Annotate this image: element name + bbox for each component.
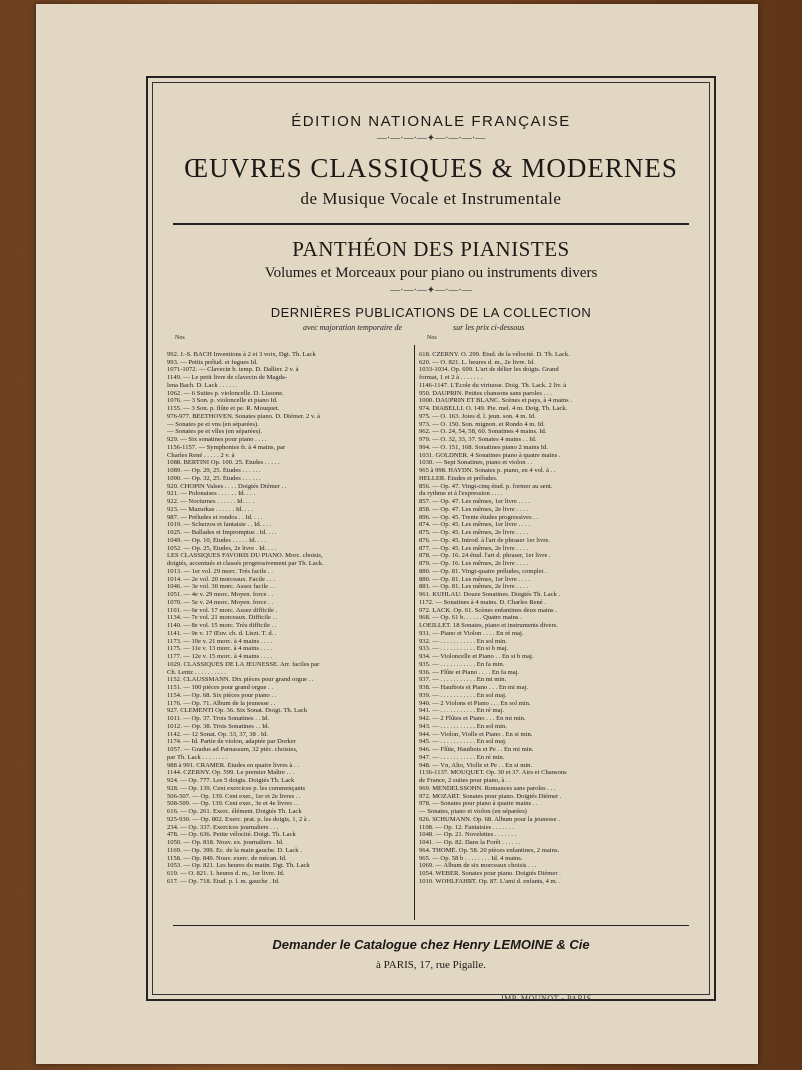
catalogue-entry: 1030. — Sept Sonatines, piano et violon . . (419, 459, 533, 467)
catalogue-entry: 857. — Op. 47. Les mêmes, 1er livre . . . . (419, 498, 531, 505)
catalogue-entry: 969. MENDELSSOHN. Romances sans paroles . . . (419, 784, 556, 792)
catalogue-entry: 1025. — Ballades et Impromptus . Id. . . . (167, 529, 277, 536)
catalogue-entry: 972. MOZART. Sonates pour piano. Doigtés Diémer . (419, 792, 562, 800)
catalogue-entry: 978. — Sonates pour piano à quatre mains . . (419, 800, 538, 808)
catalogue-entry: 1176. — Op. 71. Album de la jeunesse . . (167, 699, 276, 707)
catalogue-entry: LES CLASSIQUES FAVORIS DU PIANO. Morc. choisis, (167, 552, 323, 560)
catalogue-entry: 876. — Op. 45. Introd. à l'art de phraser 1er livre. (419, 536, 551, 544)
catalogue-entry: 1172. — Sonatines à 4 mains. D. Charles René . (419, 598, 547, 606)
catalogue-entry: 933. — . . . . . . . . . . . En si b maj. (419, 645, 509, 653)
catalogue-entry: 936. — Flûte et Piano . . . . En fa maj. (419, 668, 520, 676)
catalogue-entry: 1054. WEBER. Sonates pour piano. Doigtés Diémer . (419, 870, 561, 877)
catalogue-entry: 948. — Vn, Alto, Violle et Pe . . En si min. (419, 761, 533, 769)
catalogue-entry: 875. — Op. 45. Les mêmes, 2e livre . . . . (419, 529, 528, 536)
left-catalogue-column (167, 335, 417, 886)
catalogue-entry: 972. LACK. Op. 61. Scènes enfantines deux mains . (419, 606, 557, 614)
catalogue-entry: 922. — Nocturnes . . . . . . Id. . . . (167, 498, 254, 505)
catalogue-entry: 975. — O. 163. Joies d. l. jeun. son. 4 m. Id. (419, 412, 536, 420)
catalogue-entry: 618. CZERNY. O. 299. Étud. de la vélocité. D. Th. Lack. (419, 350, 570, 358)
catalogue-entry: format, 1 et 2 à . . . . . . . (419, 374, 483, 381)
catalogue-entry: 1089. — Op. 29, 25. Études . . . . . . (167, 467, 261, 474)
catalogue-entry: du rythme et à l'expression . . . . (419, 490, 503, 498)
catalogue-entry: 979. — O. 32, 33, 37. Sonates 4 mains . . Id. (419, 436, 537, 443)
catalogue-entry: 1156-1157. — Symphonies fr. à 4 mains, par (167, 443, 286, 451)
catalogue-entry: 879. — Op. 16. Les mêmes, 2e livre . . . . (419, 560, 528, 567)
catalogue-entry: 929. — Six sonatines pour piano . . . . (167, 436, 267, 443)
column-header-nos: Nos (175, 335, 185, 341)
catalogue-entry: 619. — O. 821. 1. heures d. m., 1er livre. Id. (167, 870, 285, 877)
catalogue-entry: LOEILLET. 18 Sonates, piano et instruments divers. (419, 622, 558, 629)
catalogue-entry: 880. — Op. 81. Vingt-quatre préludes, complet . (419, 567, 547, 575)
catalogue-entry: 962. — O. 24, 54, 58, 60. Sonatines 4 mains. Id. (419, 428, 547, 436)
catalogue-entry: 932. — . . . . . . . . . . . En sol min. (419, 637, 507, 645)
catalogue-entry: 1076. — 3 Son. p. violoncelle et piano Id. (167, 397, 278, 405)
back-cover-page (36, 4, 758, 1064)
catalogue-entry: par Th. Lack . . . . . . . . (167, 753, 228, 761)
catalogue-entry: — Sonates pe et vlles (en séparées). (167, 428, 263, 436)
catalogue-entry: — Sonates, piano et violon (en séparées) (419, 808, 527, 815)
catalogue-entry: 1062. — 6 Suites p. violoncelle. D. Lissone. (167, 389, 284, 397)
printer-credit: IMP. MOUNOT - PARIS (501, 994, 592, 1003)
catalogue-entry: 965 à 998. HAYDN. Sonates p. piano, en 4 vol. à . . (419, 467, 556, 474)
footer-rule (173, 925, 689, 926)
catalogue-entry: 938. — Hautbois et Piano . . . En mi maj. (419, 684, 528, 691)
catalogue-entry: 1071-1072. — Clavecin b. temp. D. Dallier. 2 v. à (167, 366, 299, 374)
catalogue-entry: 942. — 2 Flûtes et Piano . . . En mi min. (419, 715, 526, 722)
catalogue-entry: 1173. — 10e v. 21 morc. à 4 mains . . . . (167, 637, 273, 645)
catalogue-entry: 1155. — 3 Son. p. flûte et pe. R. Mouquet. (167, 405, 280, 412)
catalogue-entry: 1033-1034. Op. 699. L'art de délier les doigts. Grand (419, 366, 559, 374)
catalogue-entry: 1177. — 12e v. 15 morc. à 4 mains . . . . (167, 653, 273, 660)
catalogue-entry: 934. — Violoncelle et Piano . . En si b maj. (419, 653, 534, 660)
catalogue-entry: 964. THOMÉ. Op. 58. 20 pièces enfantines, 2 mains. (419, 846, 560, 854)
catalogue-entry: lena Bach. D. Lack . . . . . . (167, 381, 238, 389)
catalogue-entry: 988 à 991. CRAMER. Études en quatre livres à . . (167, 761, 299, 769)
catalogue-entry: 1019. — Scherzos et fantaisie . . Id. . . . (167, 521, 272, 529)
catalogue-entry: 1048. — Op. 21. Novelettes . . . . . . . (419, 831, 517, 839)
catalogue-entry: 1101. — 6e vol. 17 morc. Assez difficile . (167, 606, 278, 614)
catalogue-entry: 1136-1137. MOUQUET. Op. 30 et 37. Airs et Chansons (419, 769, 567, 777)
catalogue-entry: HELLER. Études et préludes. (419, 474, 498, 482)
catalogue-entry: 921. — Polonaises . . . . . . Id. . . . (167, 490, 256, 498)
catalogue-entry: 923. — Mazurkas . . . . . . Id. . . . (167, 505, 253, 513)
catalogue-entry: 987. — Préludes et rondos . . Id. . . . (167, 513, 263, 521)
section-title: PANTHÉON DES PIANISTES (292, 237, 570, 261)
catalogue-inner-border (152, 82, 710, 995)
catalogue-entry: Charles René . . . . . 2 v. à (167, 451, 235, 459)
catalogue-entry: 1012. — Op. 38. Trois Sonatines . . Id. (167, 722, 270, 730)
catalogue-entry: 881. — Op. 81. Les mêmes, 2e livre . . . . (419, 583, 528, 591)
catalogue-entry: 506-507. — Op. 139. Cent exer., 1er et 2e livres . . (167, 792, 301, 800)
ornament-divider: —·—·—·—✦—·—·—·— (376, 133, 486, 144)
catalogue-entry: 1049. — Op. 10, Études . . . . . Id. . . . (167, 536, 267, 544)
catalogue-entry: 1149. — Le petit livre de clavecin de Magda- (167, 374, 288, 381)
catalogue-entry: 1134. — 7e vol. 21 morceaux. Difficile . . (167, 614, 278, 622)
catalogue-entry: 1154. — Op. 68. Six pièces pour piano . . (167, 691, 277, 699)
catalogue-entry: 1031. GOLDNER. 4 Sonatines piano à quatre mains . (419, 451, 561, 459)
catalogue-entry: 993. — Petits prélud. et fugues Id. (167, 358, 258, 366)
main-title: ŒUVRES CLASSIQUES & MODERNES (184, 153, 678, 183)
catalogue-entry: 943. — . . . . . . . . . . . En sol min. (419, 722, 507, 730)
catalogue-entry: 931. — Piano et Violon . . . . En ré maj. (419, 629, 524, 637)
ornament-divider-2: —·—·—✦—·—·— (390, 285, 472, 296)
catalogue-entry: 1029. CLASSIQUES DE LA JEUNESSE. Arr. faciles par (167, 660, 320, 668)
column-divider (414, 345, 415, 920)
main-subtitle: de Musique Vocale et Instrumentale (300, 189, 562, 208)
catalogue-entry: 620. — O. 821. L. heures d. m., 2e livre. Id. (419, 358, 535, 366)
catalogue-entry: 924. — Op. 777. Les 5 doigts. Doigtés Th. Lack (167, 777, 295, 784)
catalogue-entry: 1146-1147. L'École du virtuose. Doig. Th. Lack. 2 liv. à (419, 381, 567, 389)
catalogue-entry: 968. — Op. 61 b. . . . . . Quatre mains . (419, 614, 522, 622)
edition-heading: ÉDITION NATIONALE FRANÇAISE (291, 113, 571, 130)
catalogue-entry: 1052. — Op. 25, Études, 2e livre . Id. . . . (167, 544, 277, 552)
catalogue-entry: 1046. — 3e vol. 30 morc. Assez facile . . (167, 583, 275, 591)
catalogue-entry: 976-977. BEETHOVEN. Sonates piano. D. Diémer. 2 v. à (167, 412, 321, 420)
catalogue-entry: 945. — . . . . . . . . . . . En sol maj. (419, 738, 507, 746)
catalogue-entry: 947. — . . . . . . . . . . . En ré min. (419, 753, 505, 761)
catalogue-entry: 1174. — Id. Partie de violon, adaptée par Dorker (167, 738, 296, 746)
catalogue-entry: 1069. — Album de six morceaux choisis . . . (419, 862, 537, 870)
column-header-nos: Nos (427, 335, 437, 341)
catalogue-entry: 965. — Op. 58 b . . . . . . . . Id. 4 mains. (419, 854, 523, 862)
catalogue-entry: 1050. — Op. 818. Nouv. ex. journaliers . Id. (167, 839, 284, 846)
catalogue-entry: 1013. — 1er vol. 29 morc. Très facile . . (167, 567, 273, 575)
catalogue-entry: 880. — Op. 81. Les mêmes, 1er livre . . . . (419, 575, 531, 583)
catalogue-entry: 1010. WOHLFAHRT. Op. 87. L'ami d. enfants, 4 m. . (419, 877, 561, 885)
catalogue-entry: 935. — . . . . . . . . . . . En fa min. (419, 660, 505, 668)
publications-title: DERNIÈRES PUBLICATIONS DE LA COLLECTION (270, 305, 592, 320)
catalogue-entry: 874. — Op. 45. Les mêmes, 1er livre . . . . (419, 521, 531, 529)
catalogue-entry: 617. — Op. 718. Étud. p. l. m. gauche . Id. (167, 877, 280, 885)
catalogue-entry: 1011. — Op. 37. Trois Sonatines . . Id. (167, 715, 269, 722)
catalogue-entry: 950. DAUPRIN. Petites chansons sans paroles . . . (419, 389, 552, 397)
catalogue-entry: 1175. — 11e v. 13 morc. à 4 mains . . . . (167, 645, 273, 653)
catalogue-frame (146, 76, 716, 1001)
price-note-right: sur les prix ci-dessous (453, 323, 525, 332)
catalogue-entry: 927. CLEMENTI Op. 36. Six Sonat. Doigt. Th. Lack (167, 707, 308, 715)
catalogue-entry: 1041. — Op. 82. Dans la Forêt . . . . . . (419, 839, 521, 846)
catalogue-entry: 1141. — 9e v. 17 Œuv. ch. d. Liszt. T. d. . (167, 629, 277, 637)
catalogue-entry: 937. — . . . . . . . . . . . En mi min. (419, 676, 507, 684)
catalogue-entry: 234. — Op. 337. Exercices journaliers . . . (167, 823, 279, 831)
catalogue-entry: 1014. — 2e vol. 20 morceaux. Facile . . . (167, 575, 275, 583)
catalogue-entry: doigtés, accentués et classés progressivement par Th. Lack. (167, 560, 324, 567)
catalogue-entry: 928. — Op. 139. Cent exercices p. les commençants (167, 784, 306, 792)
catalogue-entry: 1144. CZERNY. Op. 599. Le premier Maître . . . (167, 769, 295, 777)
section-subtitle: Volumes et Morceaux pour piano ou instruments divers (264, 265, 598, 281)
catalogue-entry: 1142. — 12 Sonat. Op. 33, 37, 38 . Id. (167, 730, 268, 738)
catalogue-entry: 974. DIABELLI. O. 149. Pie. mel. 4 m. Doig. Th. Lack. (419, 405, 568, 412)
catalogue-entry: 1051. — 4e v. 29 morc. Moyen. force . . (167, 591, 273, 598)
catalogue-entry: de France, 2 suites pour piano, à . . (419, 777, 511, 784)
price-note-left: avec majoration temporaire de (303, 323, 403, 332)
catalogue-entry: 940. — 2 Violons et Piano . . . En sol min. (419, 699, 531, 707)
right-catalogue-column (419, 335, 675, 886)
catalogue-entry: 478. — Op. 636. Petite vélocité. Doigt. Th. Lack (167, 831, 296, 839)
catalogue-entry: 1151. — 100 pièces pour grand orgue . . (167, 684, 274, 691)
catalogue-entry: 946. — Flûte, Hautbois et Pe . . En mi min. (419, 746, 534, 753)
catalogue-entry: 858. — Op. 47. Les mêmes, 2e livre . . . . (419, 505, 528, 513)
catalogue-entry: 877. — Op. 45. Les mêmes, 2e livre . . . . (419, 544, 528, 552)
catalogue-entry: 1158. — Op. 849. Nouv. exerc. de mécan. Id. (167, 854, 287, 862)
catalogue-entry: 926. SCHUMANN. Op. 68. Album pour la jeunesse . (419, 815, 560, 823)
catalogue-entry: 925-930. — Op. 802. Exerc. prat. p. les doigts, 1, 2 à . (167, 815, 311, 823)
catalogue-entry: 616. — Op. 261. Exerc. élément. Doigtés Th. Lack (167, 808, 302, 815)
catalogue-entry: — Sonates pe et vns (en séparées). (167, 420, 259, 428)
catalogue-entry: 1053. — Op. 821. Les heures du matin. Dgt. Th. Lack (167, 862, 310, 870)
catalogue-entry: 1000. DAUPRIN ET BLANC. Scènes et pays, à 4 mains . (419, 397, 572, 405)
catalogue-entry: 878. — Op. 16. 24 étud. l'art d. phraser, 1er livre . (419, 552, 551, 560)
catalogue-entry: 1152. CLAUSSMANN. Dix pièces pour grand orgue . . (167, 676, 314, 684)
catalogue-entry: Ch. Lentz . . . . . . . . . . (167, 668, 226, 676)
catalogue-entry: 1090. — Op. 32, 25. Études . . . . . . (167, 474, 261, 482)
catalogue-entry: 1108. — Op. 12. Fantaisies . . . . . . . (419, 823, 515, 831)
catalogue-entry: 856. — Op. 47. Vingt-cinq étud. p. former au sent. (419, 482, 553, 490)
catalogue-entry: 1169. — Op. 399. Ec. de la main gauche. D. Lack . (167, 846, 302, 854)
catalogue-entry: 1140. — 8e vol. 15 morc. Très difficile . . (167, 622, 277, 629)
catalogue-entry: 920. CHOPIN Valses . . . . Doigtés Diémer . . (167, 482, 287, 490)
publisher-address: à PARIS, 17, rue Pigalle. (376, 959, 486, 971)
catalogue-entry: 896. — Op. 45. Trente études progressives . . (419, 513, 539, 521)
catalogue-entry: 944. — Violon, Violle et Piano . En si min. (419, 730, 533, 738)
catalogue-entry: 961. KUHLAU. Douze Sonatines. Doigtés Th. Lack . (419, 591, 561, 598)
catalogue-entry: 973. — O. 150. Son. mignon. et Rondo 4 m. Id. (419, 420, 545, 428)
catalogue-entry: 1057. — Gradus ad Parnassum, 32 pièc. choisies, (167, 746, 298, 753)
catalogue-entry: 1088. BERTINI Op. 100. 25. Études . . . . . (167, 459, 280, 467)
catalogue-entry: 992. J.-S. BACH Inventions à 2 et 3 voix, Dgt. Th. Lack (167, 350, 316, 358)
catalogue-entry: 994. — O. 151, 168. Sonatines piano 2 mains Id. (419, 443, 548, 451)
catalogue-entry: 939. — . . . . . . . . . . . En sol maj. (419, 691, 507, 699)
catalogue-entry: 508-509. — Op. 139. Cent exer., 3e et 4e livres . . (167, 800, 299, 808)
catalogue-entry: 941. — . . . . . . . . . . . En ré maj. (419, 707, 504, 715)
header-rule (173, 223, 689, 225)
catalogue-request-line: Demander le Catalogue chez Henry LEMOINE & Cie (272, 937, 590, 952)
catalogue-entry: 1070. — 5e v. 24 morc. Moyen. force . . (167, 598, 273, 606)
